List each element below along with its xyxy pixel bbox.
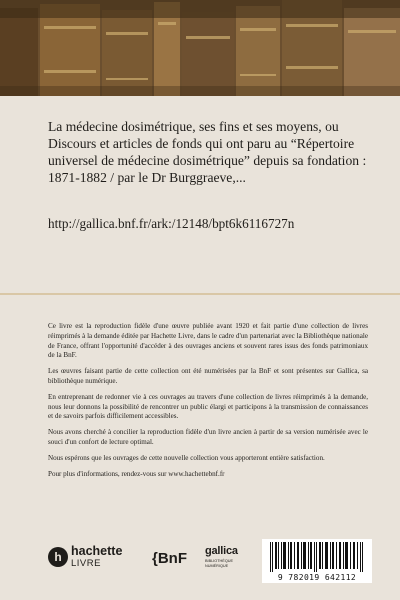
- divider: [0, 293, 400, 295]
- gallica-logo-sub: BIBLIOTHÈQUE NUMÉRIQUE: [205, 559, 234, 568]
- description-text: [48, 322, 368, 485]
- paragraph: Les œuvres faisant partie de cette collection ont été numérisées par la BnF et sont présentes sur Gallica, sa bibliothèque numérique.: [48, 367, 368, 385]
- publisher-logos: [0, 537, 400, 587]
- book-spines-photo: [0, 0, 400, 96]
- gallica-logo-word: gallica: [205, 545, 238, 557]
- paragraph: Ce livre est la reproduction fidèle d'une œuvre publiée avant 1920 et fait partie d'une collection de livres réimprimés à la demande éditée par Hachette Livre, dans le cadre d'un partenariat avec la Bibliothèque nationale de France, offrant l'opportunité d'accéder à des ouvrages anciens et souvent rares issus des fonds patrimoniaux de la BnF.: [48, 322, 368, 360]
- paragraph: Nous avons cherché à concilier la reproduction fidèle d'un livre ancien à partir de sa version numérisée avec le souci d'un confort de lecture optimal.: [48, 428, 368, 446]
- isbn-digits: 9 782019 642112: [277, 573, 357, 582]
- book-title: La médecine dosimétrique, ses fins et ses moyens, ou Discours et articles de fonds qui ont paru au “Répertoire universel de médecine dosimétrique” depuis sa fondation : 1871-1882 / par le Dr Burggraeve,...: [48, 119, 367, 185]
- hachette-livre-logo: [48, 541, 134, 575]
- hachette-logo-word: hachette: [71, 544, 123, 558]
- gallica-logo: [205, 543, 241, 573]
- barcode-bars-icon: [268, 542, 366, 572]
- isbn-barcode: [262, 539, 372, 583]
- paragraph: Pour plus d'informations, rendez-vous sur www.hachettebnf.fr: [48, 469, 225, 478]
- hachette-mark-icon: h: [48, 547, 68, 567]
- gallica-url: http://gallica.bnf.fr/ark:/12148/bpt6k6116727n: [48, 216, 295, 231]
- bnf-logo: {BnF: [152, 550, 187, 567]
- paragraph: En entreprenant de redonner vie à ces ouvrages au travers d'une collection de livres réimprimés à la demande, nous leur donnons la possibilité de rencontrer un public élargi et participons à la transmission de connaissances et de savoirs parfois difficilement accessibles.: [48, 392, 368, 421]
- hachette-logo-sub: LIVRE: [71, 558, 101, 569]
- paragraph: Nous espérons que les ouvrages de cette nouvelle collection vous apporteront entière satisfaction.: [48, 453, 325, 462]
